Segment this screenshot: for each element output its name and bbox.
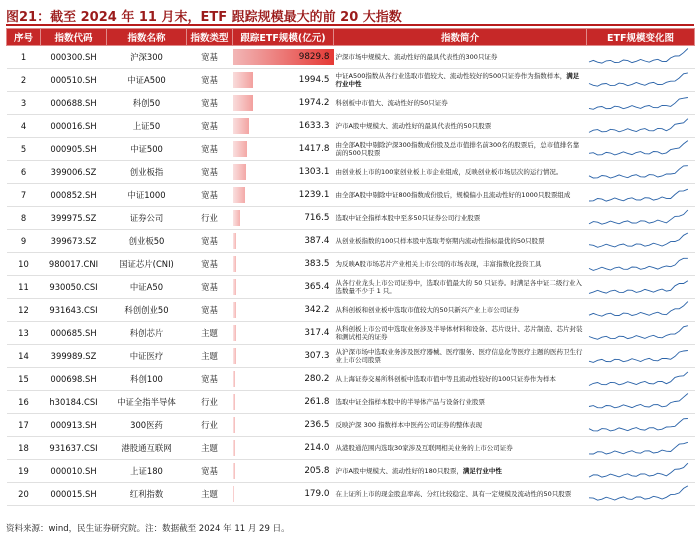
row-scale-cell	[233, 115, 334, 138]
trend-sparkline	[587, 299, 695, 321]
row-type: 宽基	[187, 253, 233, 276]
trend-sparkline	[587, 460, 695, 482]
row-code: 399006.SZ	[41, 161, 107, 184]
trend-line	[589, 189, 688, 201]
row-scale: 9829.8	[298, 52, 330, 62]
row-no: 15	[7, 368, 41, 391]
row-scale-cell	[233, 46, 334, 69]
desc-bold-text: 满足行业中性	[462, 466, 502, 475]
desc-text: 选取中证全指样本股中的半导体产品与设备行业股票	[335, 397, 485, 406]
row-trend-cell	[587, 184, 695, 207]
scale-bar	[233, 486, 235, 502]
row-trend-cell	[587, 138, 695, 161]
row-desc	[334, 391, 587, 414]
table-row	[7, 207, 695, 230]
scale-bar	[233, 302, 237, 318]
row-scale: 342.2	[304, 305, 330, 315]
row-code: 000688.SH	[41, 92, 107, 115]
row-no: 7	[7, 184, 41, 207]
scale-bar	[233, 95, 253, 111]
row-scale-cell	[233, 92, 334, 115]
row-code: h30184.CSI	[41, 391, 107, 414]
row-scale-cell	[233, 161, 334, 184]
desc-text: 沪市A股中规模大、流动性好的180只股票，	[335, 466, 463, 475]
row-no: 8	[7, 207, 41, 230]
source-footnote: 资料来源：wind，民生证券研究院。注：数据截至 2024 年 11 月 29 日。	[6, 524, 290, 534]
row-name: 科创芯片	[107, 322, 187, 345]
row-type: 行业	[187, 207, 233, 230]
trend-line	[589, 372, 688, 386]
row-type: 宽基	[187, 276, 233, 299]
row-scale-cell	[233, 345, 334, 368]
row-no: 6	[7, 161, 41, 184]
row-scale: 716.5	[304, 213, 330, 223]
trend-line	[589, 394, 688, 408]
scale-bar	[233, 371, 236, 387]
row-no: 17	[7, 414, 41, 437]
desc-text: 为反映A股市场芯片产业相关上市公司的市场表现，丰富指数化投资工具	[335, 259, 542, 268]
row-scale-cell	[233, 207, 334, 230]
row-name: 创业板50	[107, 230, 187, 253]
row-trend-cell	[587, 92, 695, 115]
trend-sparkline	[587, 414, 695, 436]
row-code: 980017.CNI	[41, 253, 107, 276]
table-row	[7, 184, 695, 207]
row-scale-cell	[233, 138, 334, 161]
row-type: 宽基	[187, 299, 233, 322]
trend-line	[589, 49, 688, 64]
row-scale: 365.4	[304, 282, 330, 292]
row-scale: 1994.5	[298, 75, 330, 85]
table-row	[7, 230, 695, 253]
row-trend-cell	[587, 276, 695, 299]
row-type: 宽基	[187, 138, 233, 161]
row-trend-cell	[587, 253, 695, 276]
row-code: 000300.SH	[41, 46, 107, 69]
row-name: 中证A500	[107, 69, 187, 92]
desc-text: 科创板中市值大、流动性好的50只证券	[335, 98, 448, 107]
row-code: 000510.SH	[41, 69, 107, 92]
scale-bar	[233, 256, 237, 272]
row-no: 19	[7, 460, 41, 483]
header-no: 序号	[7, 29, 41, 46]
row-code: 399975.SZ	[41, 207, 107, 230]
row-desc	[334, 345, 587, 368]
desc-text: 从科创板上市公司中选取业务涉及半导体材料和设备、芯片设计、芯片制造、芯片封装和测试相关的证券	[335, 324, 583, 341]
trend-sparkline	[587, 230, 695, 252]
row-trend-cell	[587, 46, 695, 69]
row-type: 宽基	[187, 69, 233, 92]
desc-text: 在上证所上市的现金股息率高、分红比较稳定、具有一定规模及流动性的50只股票	[335, 489, 572, 498]
row-scale: 261.8	[304, 397, 330, 407]
row-trend-cell	[587, 368, 695, 391]
table-row	[7, 115, 695, 138]
row-code: 000913.SH	[41, 414, 107, 437]
row-trend-cell	[587, 460, 695, 483]
row-scale-cell	[233, 391, 334, 414]
row-name: 红利指数	[107, 483, 187, 506]
row-code: 000852.SH	[41, 184, 107, 207]
table-row	[7, 460, 695, 483]
trend-line	[589, 141, 688, 155]
desc-text: 从各行业龙头上市公司证券中，选取市值最大的 50 只证券。时满足各中证二级行业入选数量不少于 1 只。	[335, 278, 582, 295]
row-desc	[334, 483, 587, 506]
row-code: 000015.SH	[41, 483, 107, 506]
desc-text: 由全部A股中剔除中证800指数成份股后，规模偏小且流动性好的1000只股票组成	[335, 190, 571, 199]
trend-sparkline	[587, 483, 695, 505]
table-row	[7, 368, 695, 391]
scale-bar	[233, 210, 240, 226]
header-scale: 跟踪ETF规模(亿元)	[233, 29, 334, 46]
row-no: 10	[7, 253, 41, 276]
trend-sparkline	[587, 345, 695, 367]
scale-bar	[233, 394, 236, 410]
trend-sparkline	[587, 368, 695, 390]
row-trend-cell	[587, 69, 695, 92]
table-row	[7, 46, 695, 69]
row-no: 13	[7, 322, 41, 345]
table-row	[7, 391, 695, 414]
row-code: 399673.SZ	[41, 230, 107, 253]
row-scale-cell	[233, 483, 334, 506]
figure-title: 图21：截至 2024 年 11 月末，ETF 跟踪规模最大的前 20 大指数	[6, 10, 402, 25]
desc-text: 从上海证券交易所科创板中选取市值中等且流动性较好的100只证券作为样本	[335, 374, 556, 383]
row-scale: 317.4	[304, 328, 330, 338]
row-scale-cell	[233, 299, 334, 322]
row-scale: 1417.8	[298, 144, 330, 154]
row-trend-cell	[587, 391, 695, 414]
row-name: 中证500	[107, 138, 187, 161]
trend-sparkline	[587, 161, 695, 183]
desc-text: 中证A500指数从各行业选取市值较大、流动性较好的500只证券作为指数样本，	[335, 71, 567, 80]
trend-sparkline	[587, 253, 695, 275]
row-scale: 383.5	[304, 259, 330, 269]
table-row	[7, 253, 695, 276]
row-desc	[334, 460, 587, 483]
row-desc	[334, 276, 587, 299]
row-scale-cell	[233, 276, 334, 299]
desc-bold-text: 满足行业中性	[335, 71, 580, 88]
row-code: 399989.SZ	[41, 345, 107, 368]
table-row	[7, 69, 695, 92]
header-name: 指数名称	[107, 29, 187, 46]
trend-sparkline	[587, 92, 695, 114]
trend-line	[589, 119, 688, 133]
row-type: 主题	[187, 437, 233, 460]
scale-bar	[233, 233, 237, 249]
trend-line	[589, 233, 688, 247]
row-no: 16	[7, 391, 41, 414]
row-scale: 307.3	[304, 351, 330, 361]
row-no: 5	[7, 138, 41, 161]
row-name: 国证芯片(CNI)	[107, 253, 187, 276]
row-type: 宽基	[187, 115, 233, 138]
row-type: 宽基	[187, 92, 233, 115]
row-trend-cell	[587, 207, 695, 230]
row-name: 证券公司	[107, 207, 187, 230]
scale-bar	[233, 164, 246, 180]
row-trend-cell	[587, 437, 695, 460]
row-scale-cell	[233, 368, 334, 391]
table-row	[7, 345, 695, 368]
row-desc	[334, 437, 587, 460]
title-divider	[6, 24, 694, 26]
trend-sparkline	[587, 46, 695, 68]
scale-bar	[233, 440, 235, 456]
header-type: 指数类型	[187, 29, 233, 46]
header-desc: 指数简介	[334, 29, 587, 46]
row-code: 000010.SH	[41, 460, 107, 483]
trend-line	[589, 302, 688, 317]
row-scale-cell	[233, 460, 334, 483]
row-desc	[334, 207, 587, 230]
row-desc	[334, 299, 587, 322]
trend-sparkline	[587, 207, 695, 229]
row-type: 行业	[187, 414, 233, 437]
row-name: 港股通互联网	[107, 437, 187, 460]
row-name: 300医药	[107, 414, 187, 437]
row-name: 创业板指	[107, 161, 187, 184]
row-scale: 1974.2	[298, 98, 330, 108]
scale-bar	[233, 463, 235, 479]
scale-bar	[233, 279, 237, 295]
row-scale: 1239.1	[298, 190, 330, 200]
row-scale-cell	[233, 184, 334, 207]
row-scale-cell	[233, 322, 334, 345]
row-name: 中证全指半导体	[107, 391, 187, 414]
table-row	[7, 483, 695, 506]
row-no: 18	[7, 437, 41, 460]
row-type: 宽基	[187, 230, 233, 253]
row-no: 9	[7, 230, 41, 253]
row-scale: 205.8	[304, 466, 330, 476]
row-desc	[334, 253, 587, 276]
row-desc	[334, 92, 587, 115]
desc-text: 从创业板指数的100只样本股中选取考察期内流动性指标最优的50只股票	[335, 236, 545, 245]
trend-line	[589, 486, 688, 500]
scale-bar	[233, 141, 248, 157]
desc-text: 由全部A股中剔除沪深300指数成份股及总市值排名前300名的股票后，总市值排名靠前的500只股票	[335, 140, 580, 157]
row-desc	[334, 138, 587, 161]
row-scale: 1303.1	[298, 167, 330, 177]
row-code: 000698.SH	[41, 368, 107, 391]
trend-sparkline	[587, 322, 695, 344]
trend-line	[589, 351, 688, 363]
trend-sparkline	[587, 276, 695, 298]
row-scale: 280.2	[304, 374, 330, 384]
row-no: 1	[7, 46, 41, 69]
row-code: 931637.CSI	[41, 437, 107, 460]
row-trend-cell	[587, 299, 695, 322]
trend-line	[589, 98, 688, 110]
table-row	[7, 276, 695, 299]
row-trend-cell	[587, 230, 695, 253]
row-no: 3	[7, 92, 41, 115]
row-scale-cell	[233, 437, 334, 460]
row-desc	[334, 69, 587, 92]
table-header-row	[7, 29, 695, 46]
desc-text: 从港股通范围内选取30家涉及互联网相关业务的上市公司证券	[335, 443, 513, 452]
trend-line	[589, 210, 688, 224]
trend-line	[589, 258, 688, 270]
table-row	[7, 414, 695, 437]
row-name: 中证1000	[107, 184, 187, 207]
scale-bar	[233, 325, 236, 341]
row-desc	[334, 46, 587, 69]
row-name: 上证50	[107, 115, 187, 138]
scale-bar	[233, 187, 246, 203]
scale-bar	[233, 348, 236, 364]
row-scale: 387.4	[304, 236, 330, 246]
row-desc	[334, 115, 587, 138]
row-scale: 214.0	[304, 443, 330, 453]
row-trend-cell	[587, 483, 695, 506]
trend-line	[589, 463, 688, 477]
trend-line	[589, 73, 688, 86]
row-name: 沪深300	[107, 46, 187, 69]
row-name: 科创创业50	[107, 299, 187, 322]
table-row	[7, 138, 695, 161]
trend-sparkline	[587, 115, 695, 137]
table-row	[7, 299, 695, 322]
scale-bar	[233, 118, 250, 134]
scale-bar	[233, 417, 235, 433]
table-row	[7, 322, 695, 345]
row-desc	[334, 322, 587, 345]
row-type: 主题	[187, 483, 233, 506]
row-name: 科创50	[107, 92, 187, 115]
row-no: 4	[7, 115, 41, 138]
trend-line	[589, 326, 688, 340]
table-row	[7, 92, 695, 115]
row-scale: 179.0	[304, 489, 330, 499]
row-name: 中证A50	[107, 276, 187, 299]
desc-text: 沪深市场中规模大、流动性好的最具代表性的300只证券	[335, 52, 498, 61]
row-name: 中证医疗	[107, 345, 187, 368]
trend-sparkline	[587, 437, 695, 459]
row-desc	[334, 184, 587, 207]
trend-sparkline	[587, 391, 695, 413]
desc-text: 反映沪深 300 指数样本中医药公司证券的整体表现	[335, 420, 483, 429]
row-type: 宽基	[187, 460, 233, 483]
row-scale-cell	[233, 230, 334, 253]
desc-text: 选取中证全指样本股中至多50只证券公司行业股票	[335, 213, 481, 222]
row-trend-cell	[587, 115, 695, 138]
row-name: 上证180	[107, 460, 187, 483]
row-type: 宽基	[187, 368, 233, 391]
header-trend: ETF规模变化图	[587, 29, 695, 46]
etf-index-table	[6, 28, 695, 506]
desc-text: 沪市A股中规模大、流动性好的最具代表性的50只股票	[335, 121, 492, 130]
desc-text: 从沪深市场中选取业务涉及医疗器械、医疗服务、医疗信息化等医疗主题的医药卫生行业上市公司股票	[335, 347, 583, 364]
row-trend-cell	[587, 161, 695, 184]
row-type: 宽基	[187, 161, 233, 184]
row-desc	[334, 161, 587, 184]
trend-line	[589, 281, 688, 294]
row-desc	[334, 368, 587, 391]
row-name: 科创100	[107, 368, 187, 391]
scale-bar	[233, 72, 253, 88]
row-code: 000016.SH	[41, 115, 107, 138]
row-no: 20	[7, 483, 41, 506]
trend-sparkline	[587, 69, 695, 91]
row-no: 14	[7, 345, 41, 368]
row-no: 2	[7, 69, 41, 92]
row-scale: 236.5	[304, 420, 330, 430]
row-type: 宽基	[187, 184, 233, 207]
row-scale: 1633.3	[298, 121, 330, 131]
row-desc	[334, 230, 587, 253]
trend-line	[589, 166, 688, 178]
row-trend-cell	[587, 414, 695, 437]
table-row	[7, 161, 695, 184]
row-type: 主题	[187, 322, 233, 345]
row-code: 930050.CSI	[41, 276, 107, 299]
desc-text: 从科创板和创业板中选取市值较大的50只新兴产业上市公司证券	[335, 305, 520, 314]
row-trend-cell	[587, 345, 695, 368]
row-type: 行业	[187, 391, 233, 414]
table-row	[7, 437, 695, 460]
trend-sparkline	[587, 184, 695, 206]
row-scale-cell	[233, 414, 334, 437]
row-code: 000905.SH	[41, 138, 107, 161]
row-code: 000685.SH	[41, 322, 107, 345]
row-desc	[334, 414, 587, 437]
row-trend-cell	[587, 322, 695, 345]
row-type: 宽基	[187, 46, 233, 69]
trend-sparkline	[587, 138, 695, 160]
row-scale-cell	[233, 253, 334, 276]
trend-line	[589, 419, 688, 431]
trend-line	[589, 442, 688, 454]
row-no: 12	[7, 299, 41, 322]
desc-text: 由创业板上市的100家创业板上市企业组成，反映创业板市场层次的运行情况。	[335, 167, 563, 176]
row-code: 931643.CSI	[41, 299, 107, 322]
row-no: 11	[7, 276, 41, 299]
row-type: 主题	[187, 345, 233, 368]
row-scale-cell	[233, 69, 334, 92]
header-code: 指数代码	[41, 29, 107, 46]
